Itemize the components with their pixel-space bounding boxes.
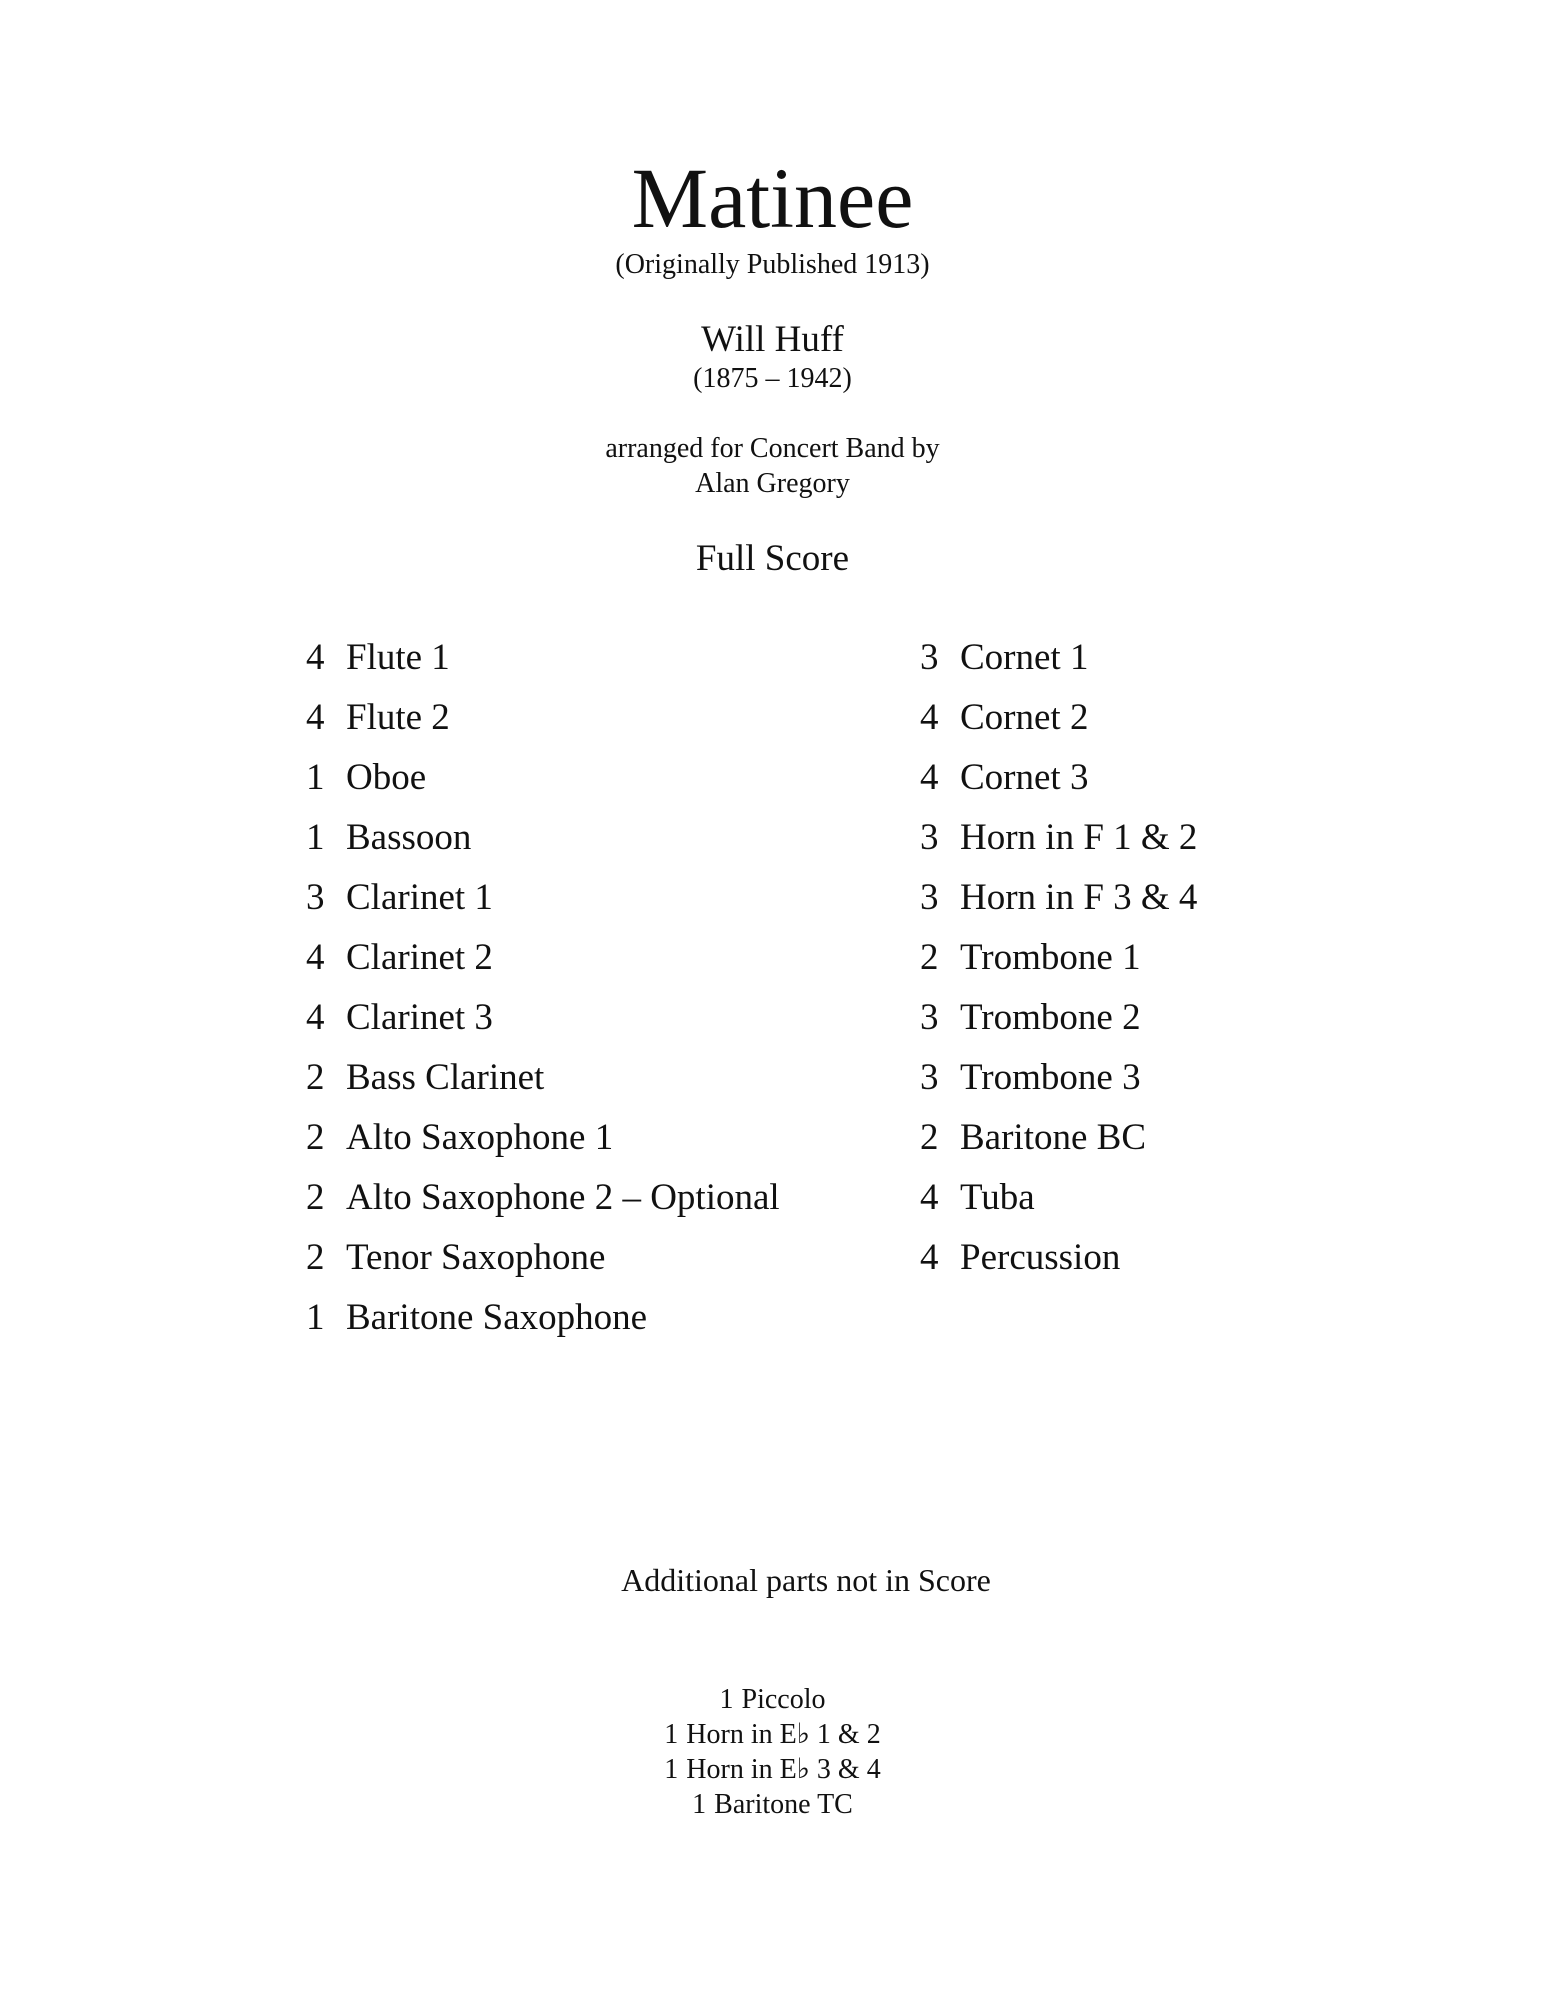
additional-part-item: [0, 1752, 1545, 1787]
publication-note: (Originally Published 1913): [615, 249, 930, 280]
part-name: Oboe: [346, 757, 427, 798]
part-name: Baritone BC: [960, 1117, 1147, 1158]
arranger-credit: arranged for Concert Band by: [605, 433, 940, 464]
part-item: [920, 636, 1197, 696]
part-count: 1: [692, 1789, 707, 1820]
part-name: Alto Saxophone 1: [346, 1117, 614, 1158]
part-item: [306, 1176, 780, 1236]
part-item: [306, 696, 780, 756]
part-name: Tuba: [960, 1177, 1035, 1218]
part-name: Trombone 2: [960, 997, 1141, 1038]
part-name: Clarinet 3: [346, 997, 493, 1038]
part-item: [306, 756, 780, 816]
part-count: 3: [306, 877, 325, 918]
part-item: [920, 936, 1197, 996]
part-item: [920, 996, 1197, 1056]
composer-dates: (1875 – 1942): [693, 363, 852, 394]
part-item: [306, 636, 780, 696]
part-count: 4: [920, 1237, 939, 1278]
part-item: [920, 756, 1197, 816]
part-count: 2: [920, 1117, 939, 1158]
composer-name: Will Huff: [701, 319, 844, 360]
part-item: [306, 816, 780, 876]
part-item: [920, 876, 1197, 936]
part-count: 3: [920, 997, 939, 1038]
part-item: [306, 1116, 780, 1176]
part-count: 4: [920, 697, 939, 738]
part-item: [920, 696, 1197, 756]
part-count: 1: [664, 1719, 679, 1750]
part-name: Cornet 2: [960, 697, 1089, 738]
part-count: 4: [920, 1177, 939, 1218]
part-item: [920, 1176, 1197, 1236]
part-name: Tenor Saxophone: [346, 1237, 606, 1278]
additional-parts-heading: Additional parts not in Score: [621, 1562, 991, 1598]
part-name: Horn in F 3 & 4: [960, 877, 1198, 918]
part-name: Horn in E♭ 1 & 2: [686, 1719, 881, 1750]
part-name: Piccolo: [741, 1684, 826, 1715]
part-name: Bassoon: [346, 817, 472, 858]
part-name: Cornet 3: [960, 757, 1089, 798]
part-count: 3: [920, 637, 939, 678]
part-name: Percussion: [960, 1237, 1121, 1278]
part-name: Trombone 3: [960, 1057, 1141, 1098]
part-name: Baritone TC: [714, 1789, 853, 1820]
page-title: Matinee: [631, 150, 914, 246]
part-item: [306, 1296, 780, 1356]
part-count: 4: [306, 937, 325, 978]
part-name: Clarinet 2: [346, 937, 493, 978]
part-item: [920, 816, 1197, 876]
part-count: 2: [306, 1117, 325, 1158]
part-item: [306, 1236, 780, 1296]
part-count: 3: [920, 817, 939, 858]
part-name: Cornet 1: [960, 637, 1089, 678]
part-item: [306, 876, 780, 936]
additional-part-item: [0, 1787, 1545, 1822]
part-count: 2: [306, 1237, 325, 1278]
part-count: 4: [920, 757, 939, 798]
additional-part-item: [0, 1682, 1545, 1717]
part-item: [920, 1056, 1197, 1116]
part-count: 2: [306, 1177, 325, 1218]
part-name: Clarinet 1: [346, 877, 493, 918]
part-item: [306, 996, 780, 1056]
part-name: Trombone 1: [960, 937, 1141, 978]
part-count: 4: [306, 697, 325, 738]
part-count: 1: [719, 1684, 734, 1715]
parts-list-left: [306, 636, 780, 1356]
part-name: Flute 1: [346, 637, 450, 678]
part-count: 1: [306, 817, 325, 858]
part-count: 1: [306, 1297, 325, 1338]
additional-part-item: [0, 1717, 1545, 1752]
part-item: [920, 1236, 1197, 1296]
part-count: 2: [306, 1057, 325, 1098]
part-count: 1: [306, 757, 325, 798]
additional-parts-list: [0, 1682, 1545, 1822]
score-type: Full Score: [695, 538, 850, 579]
part-name: Alto Saxophone 2 – Optional: [346, 1177, 780, 1218]
arranger-name: Alan Gregory: [695, 468, 850, 499]
part-count: 3: [920, 1057, 939, 1098]
part-count: 1: [664, 1754, 679, 1785]
part-item: [306, 936, 780, 996]
part-name: Baritone Saxophone: [346, 1297, 648, 1338]
part-item: [920, 1116, 1197, 1176]
part-name: Bass Clarinet: [346, 1057, 545, 1098]
part-count: 4: [306, 997, 325, 1038]
part-count: 3: [920, 877, 939, 918]
part-name: Horn in F 1 & 2: [960, 817, 1198, 858]
part-count: 4: [306, 637, 325, 678]
parts-list-right: [920, 636, 1197, 1296]
part-count: 2: [920, 937, 939, 978]
part-item: [306, 1056, 780, 1116]
part-name: Horn in E♭ 3 & 4: [686, 1754, 881, 1785]
part-name: Flute 2: [346, 697, 450, 738]
